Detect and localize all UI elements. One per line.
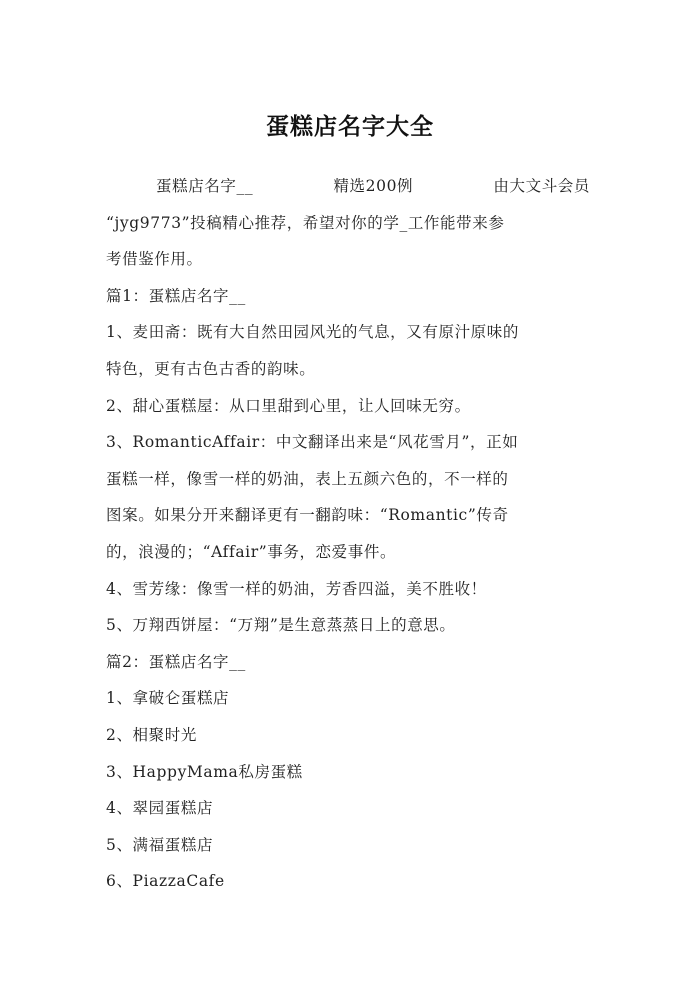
paragraph-line: 蛋糕一样，像雪一样的奶油，表上五颜六色的，不一样的 — [106, 469, 509, 488]
document-body — [106, 168, 596, 900]
section-heading: 篇2：蛋糕店名字__ — [106, 652, 246, 671]
paragraph-line: 图案。如果分开来翻译更有一翻韵味：“Romantic”传奇 — [106, 506, 509, 525]
list-item: 6、PiazzaCafe — [106, 872, 225, 891]
paragraph-line: “jyg9773”投稿精心推荐，希望对你的学_工作能带来参 — [106, 213, 505, 232]
paragraph-line: 4、雪芳缘：像雪一样的奶油，芳香四溢，美不胜收！ — [106, 579, 487, 598]
document-title: 蛋糕店名字大全 — [266, 114, 434, 140]
intro-part-2: 精选200例 — [333, 177, 414, 195]
section-heading: 篇1：蛋糕店名字__ — [106, 286, 246, 305]
intro-part-3: 由大文斗会员 — [493, 177, 590, 195]
list-item: 4、翠园蛋糕店 — [106, 799, 214, 818]
paragraph-line: 2、甜心蛋糕屋：从口里甜到心里，让人回味无穷。 — [106, 396, 471, 415]
paragraph-line: 1、麦田斋：既有大自然田园风光的气息，又有原汁原味的 — [106, 323, 519, 342]
paragraph-line: 3、RomanticAffair：中文翻译出来是“风花雪月”，正如 — [106, 433, 519, 452]
list-item: 5、满福蛋糕店 — [106, 835, 214, 854]
intro-line — [106, 168, 596, 205]
paragraph-line: 考借鉴作用。 — [106, 250, 203, 269]
paragraph-line: 特色，更有古色古香的韵味。 — [106, 359, 316, 378]
intro-part-1: 蛋糕店名字__ — [156, 177, 254, 195]
paragraph-line: 5、万翔西饼屋：“万翔”是生意蒸蒸日上的意思。 — [106, 616, 456, 635]
list-item: 2、相聚时光 — [106, 725, 197, 744]
paragraph-line: 的，浪漫的；“Affair”事务，恋爱事件。 — [106, 542, 397, 561]
list-item: 1、拿破仑蛋糕店 — [106, 689, 230, 708]
list-item: 3、HappyMama私房蛋糕 — [106, 762, 303, 781]
